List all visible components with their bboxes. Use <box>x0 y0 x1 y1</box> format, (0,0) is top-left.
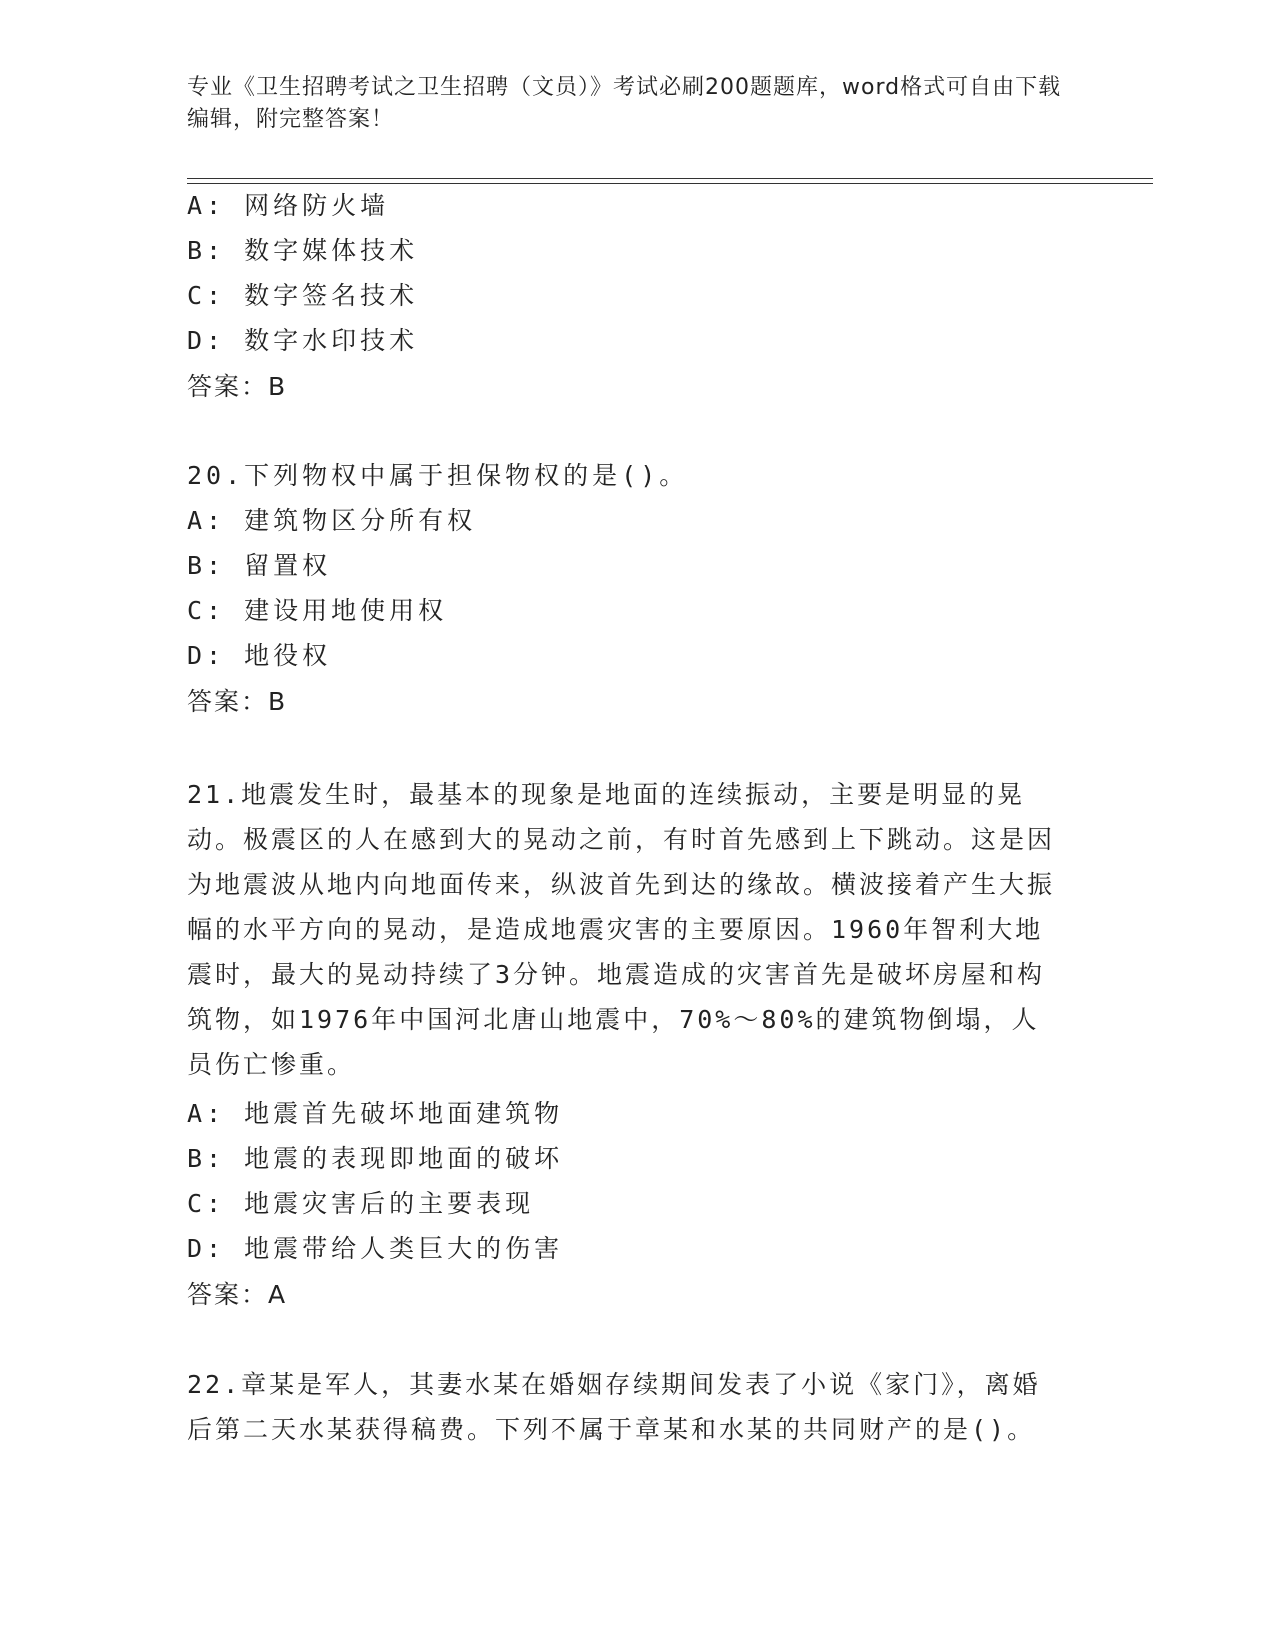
q21-answer: 答案：A <box>187 1280 288 1309</box>
q19-option-d: D: 数字水印技术 <box>187 326 419 355</box>
q19-option-a: A: 网络防火墙 <box>187 191 390 220</box>
q21-option-d: D: 地震带给人类巨大的伤害 <box>187 1234 564 1263</box>
q21-option-c: C: 地震灾害后的主要表现 <box>187 1189 535 1218</box>
q20-option-b: B: 留置权 <box>187 551 332 580</box>
q19-option-c: C: 数字签名技术 <box>187 281 419 310</box>
q19-answer: 答案：B <box>187 372 288 401</box>
q22-stem: 22.章某是军人，其妻水某在婚姻存续期间发表了小说《家门》，离婚后第二天水某获得稿费。下列不属于章某和水某的共同财产的是()。 <box>187 1370 1041 1444</box>
q20-stem: 20.下列物权中属于担保物权的是()。 <box>187 461 689 490</box>
q20-option-c: C: 建设用地使用权 <box>187 596 448 625</box>
q20-answer: 答案：B <box>187 687 288 716</box>
q21-stem: 21.地震发生时，最基本的现象是地面的连续振动，主要是明显的晃动。极震区的人在感到大的晃动之前，有时首先感到上下跳动。这是因为地震波从地内向地面传来，纵波首先到达的缘故。横波接着产生大振幅的水平方向的晃动，是造成地震灾害的主要原因。1960年智利大地震时，最大的晃动持续了3分钟。地震造成的灾害首先是破坏房屋和构筑物，如1976年中国河北唐山地震中，70%～80%的建筑物倒塌，人员伤亡惨重。 <box>187 780 1056 1079</box>
q21-option-b: B: 地震的表现即地面的破坏 <box>187 1144 564 1173</box>
document-header: 专业《卫生招聘考试之卫生招聘（文员）》考试必刷200题题库，word格式可自由下载编辑，附完整答案！ <box>187 75 1062 132</box>
q19-option-b: B: 数字媒体技术 <box>187 236 419 265</box>
q20-option-d: D: 地役权 <box>187 641 332 670</box>
header-divider <box>187 178 1153 184</box>
q20-option-a: A: 建筑物区分所有权 <box>187 506 477 535</box>
q21-option-a: A: 地震首先破坏地面建筑物 <box>187 1099 564 1128</box>
